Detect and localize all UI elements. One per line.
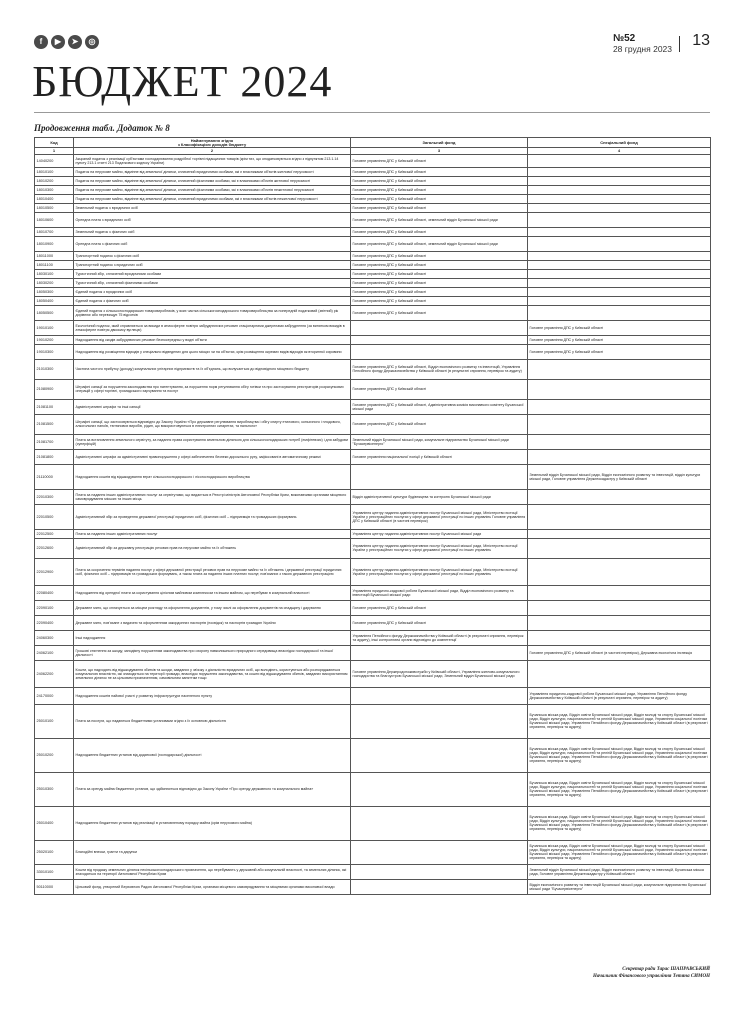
header-general-fund: Загальний фонд bbox=[351, 138, 528, 148]
youtube-icon[interactable]: ▶ bbox=[51, 35, 65, 49]
cell-general-fund: Головне управління ДПС у Київській області bbox=[351, 260, 528, 269]
table-row bbox=[35, 203, 711, 212]
table-row bbox=[35, 585, 711, 600]
cell-special-fund bbox=[528, 269, 711, 278]
page-header bbox=[34, 33, 710, 55]
cell-name: Благодійні внески, гранти та дарунки bbox=[74, 840, 351, 864]
social-links bbox=[34, 35, 99, 49]
cell-name: Плата за оренду майна бюджетних установ, що здійснюється відповідно до Закону України «Про оренду державного та комунального майна» bbox=[74, 772, 351, 806]
table-row bbox=[35, 806, 711, 840]
number-col-4: 4 bbox=[528, 148, 711, 154]
table-row bbox=[35, 615, 711, 630]
cell-special-fund: Головне управління ДПС у Київській області (в частині перевірок), Державна екологічна інспекція bbox=[528, 645, 711, 660]
cell-name: Орендна плата з фізичних осіб bbox=[74, 236, 351, 251]
table-row bbox=[35, 738, 711, 772]
facebook-icon[interactable]: f bbox=[34, 35, 48, 49]
cell-code: 18010700 bbox=[35, 227, 74, 236]
table-row bbox=[35, 687, 711, 704]
cell-general-fund: Головне управління ДПС у Київській області bbox=[351, 615, 528, 630]
cell-code: 21110000 bbox=[35, 464, 74, 489]
table-row bbox=[35, 414, 711, 434]
cell-special-fund bbox=[528, 600, 711, 615]
cell-name: Податок на нерухоме майно, відмінне від земельної ділянки, сплачений фізичними особами, які є власниками об'єктів житлової нерухомості bbox=[74, 176, 351, 185]
cell-code: 22012900 bbox=[35, 558, 74, 585]
table-row bbox=[35, 278, 711, 287]
table-row bbox=[35, 287, 711, 296]
number-col-2: 2 bbox=[74, 148, 351, 154]
signatures bbox=[593, 966, 710, 980]
cell-name: Надходження від скидів забруднюючих речовин безпосередньо у водні об'єкти bbox=[74, 335, 351, 344]
budget-table bbox=[34, 137, 711, 895]
table-row bbox=[35, 630, 711, 645]
cell-general-fund: Управління центру надання адміністративних послуг Бучанської міської ради, Міністерство юстиції України у реєстраційних послугах у сфері державної реєстрації по інших управлінь bbox=[351, 538, 528, 558]
cell-special-fund: Бучанська міська рада, Відділ освіти Бучанської міської ради, Відділ молоді та спорту Бучанської міської ради, Відділ культури, національностей та релігій Бучанської міської ради, Управління соціальної політики Бучанської міської ради, Управління Пенсійного фонду Держказначейства у Київській області (в результаті сприяння, перевірок та аудиту) bbox=[528, 704, 711, 738]
cell-code: 19010100 bbox=[35, 320, 74, 335]
cell-code: 18030200 bbox=[35, 278, 74, 287]
cell-special-fund: Головне управління ДПС у Київській області bbox=[528, 344, 711, 359]
cell-general-fund: Головне управління Держпродспоживслужби у Київській області, Управління житлово-комунального господарства та благоустрою Бучанської міської ради, Земельний відділ Бучанської міської ради bbox=[351, 660, 528, 687]
cell-code: 18030100 bbox=[35, 269, 74, 278]
cell-special-fund bbox=[528, 615, 711, 630]
cell-special-fund bbox=[528, 414, 711, 434]
cell-special-fund bbox=[528, 287, 711, 296]
cell-general-fund bbox=[351, 772, 528, 806]
cell-code: 25010100 bbox=[35, 704, 74, 738]
issue-info bbox=[613, 33, 672, 54]
table-row bbox=[35, 185, 711, 194]
table-row bbox=[35, 359, 711, 379]
cell-code: 18050500 bbox=[35, 305, 74, 320]
table-row bbox=[35, 840, 711, 864]
cell-code: 24062200 bbox=[35, 660, 74, 687]
cell-code: 21081700 bbox=[35, 434, 74, 449]
cell-name: Штрафні санкції за порушення законодавства про патентування, за порушення норм регулювання обігу готівки та про застосування реєстраторів розрахункових операцій у сфері торгівлі, громадського харчування та послуг bbox=[74, 379, 351, 399]
cell-special-fund bbox=[528, 296, 711, 305]
table-body bbox=[35, 154, 711, 894]
cell-code: 22010500 bbox=[35, 504, 74, 529]
issue-number: №52 bbox=[612, 33, 636, 44]
table-row bbox=[35, 335, 711, 344]
header-divider bbox=[679, 36, 680, 52]
cell-code: 25010400 bbox=[35, 806, 74, 840]
cell-name: Податок на нерухоме майно, відмінне від земельної ділянки, сплачений юридичними особами, які є власниками об'єктів житлової нерухомості bbox=[74, 167, 351, 176]
table-row bbox=[35, 660, 711, 687]
cell-general-fund: Головне управління ДПС у Київській області bbox=[351, 167, 528, 176]
cell-name: Надходження від орендної плати за користування цілісним майновим комплексом та іншим майном, що перебуває в комунальній власності bbox=[74, 585, 351, 600]
cell-general-fund bbox=[351, 687, 528, 704]
cell-name: Надходження коштів пайової участі у розвитку інфраструктури населеного пункту bbox=[74, 687, 351, 704]
cell-name: Єдиний податок з юридичних осіб bbox=[74, 287, 351, 296]
cell-name: Державне мито, що сплачується за місцем розгляду та оформлення документів, у тому числі за оформлення документів на спадщину і дарування bbox=[74, 600, 351, 615]
cell-special-fund: Земельний відділ Бучанської міської ради, Відділ економічного розвитку та інвестицій, відділ культури міської ради, Головне управління Держгеокадастру у Київській області bbox=[528, 464, 711, 489]
cell-special-fund bbox=[528, 176, 711, 185]
cell-name: Екологічний податок, який справляється за викиди в атмосферне повітря забруднюючих речовин стаціонарними джерелами забруднення (за винятком викидів в атмосферне повітря двоокису вуглецю) bbox=[74, 320, 351, 335]
cell-name: Грошові стягнення за шкоду, заподіяну порушенням законодавства про охорону навколишнього природного середовища внаслідок господарської та іншої діяльності bbox=[74, 645, 351, 660]
cell-general-fund: Управління центру надання адміністративних послуг Бучанської міської ради, Міністерство юстиції України у реєстраційних послугах у сфері державної реєстрації по інших управлінь Головне управління ДПС у Київській області (в частині перевірок) bbox=[351, 504, 528, 529]
cell-code: 18011000 bbox=[35, 251, 74, 260]
cell-general-fund: Відділ адміністративної культури будівництва та контролю Бучанської міської ради bbox=[351, 489, 528, 504]
table-row bbox=[35, 379, 711, 399]
cell-name: Акцизний податок з реалізації суб'єктами господарювання роздрібної торгівлі підакцизних товарів (крім тих, що оподатковуються згідно з підпунктом 213.1.14 пункту 213.1 статті 213 Податкового кодексу України) bbox=[74, 154, 351, 167]
cell-general-fund: Головне управління ДПС у Київській області bbox=[351, 379, 528, 399]
cell-name: Адміністративний збір за державну реєстрацію речових прав на нерухоме майно та їх обтяжень bbox=[74, 538, 351, 558]
cell-special-fund: Бучанська міська рада, Відділ освіти Бучанської міської ради, Відділ молоді та спорту Бучанської міської ради, Відділ культури, національностей та релігій Бучанської міської ради, Управління соціальної політики Бучанської міської ради, Управління Пенсійного фонду Держказначейства у Київській області (в результаті сприяння, перевірок та аудиту) bbox=[528, 806, 711, 840]
cell-general-fund: Головне управління ДПС у Київській області bbox=[351, 414, 528, 434]
cell-code: 22012500 bbox=[35, 529, 74, 538]
cell-code: 18010600 bbox=[35, 212, 74, 227]
cell-name: Адміністративний збір за проведення державної реєстрації юридичних осіб, фізичних осіб – підприємців та громадських формувань bbox=[74, 504, 351, 529]
cell-code: 22080400 bbox=[35, 585, 74, 600]
cell-special-fund bbox=[528, 212, 711, 227]
cell-code: 18050400 bbox=[35, 296, 74, 305]
table-row bbox=[35, 320, 711, 335]
cell-general-fund: Головне управління ДПС у Київській області bbox=[351, 600, 528, 615]
instagram-icon[interactable]: ◎ bbox=[85, 35, 99, 49]
cell-special-fund bbox=[528, 585, 711, 600]
cell-special-fund bbox=[528, 538, 711, 558]
cell-code: 21081500 bbox=[35, 414, 74, 434]
table-row bbox=[35, 212, 711, 227]
table-header-row bbox=[35, 138, 711, 148]
cell-name: Плата за надання інших адміністративних послуг bbox=[74, 529, 351, 538]
header-code: Код bbox=[35, 138, 74, 148]
table-row bbox=[35, 236, 711, 251]
cell-special-fund bbox=[528, 449, 711, 464]
cell-code: 24062100 bbox=[35, 645, 74, 660]
cell-name: Кошти від продажу земельних ділянок несільськогосподарського призначення, що перебувають у державній або комунальній власності, та земельних ділянок, які знаходяться на території Автономної Республіки Крим bbox=[74, 864, 351, 879]
cell-special-fund bbox=[528, 251, 711, 260]
cell-name: Державне мито, пов'язане з видачею та оформленням закордонних паспортів (посвідок) та паспортів громадян України bbox=[74, 615, 351, 630]
cell-special-fund bbox=[528, 504, 711, 529]
cell-general-fund bbox=[351, 879, 528, 894]
cell-special-fund bbox=[528, 305, 711, 320]
cell-general-fund: Головне управління ДПС у Київській області bbox=[351, 287, 528, 296]
cell-general-fund: Головне управління ДПС у Київській області bbox=[351, 305, 528, 320]
section-masthead: БЮДЖЕТ 2024 bbox=[32, 57, 333, 106]
cell-special-fund bbox=[528, 529, 711, 538]
cell-general-fund: Земельний відділ Бучанської міської ради, комунальне підприємство Бучанської міської ради "Бучасервісенерго" bbox=[351, 434, 528, 449]
cell-general-fund bbox=[351, 704, 528, 738]
table-subtitle: Продовження табл. Додаток № 8 bbox=[34, 123, 170, 133]
cell-special-fund bbox=[528, 185, 711, 194]
cell-code: 14040200 bbox=[35, 154, 74, 167]
table-row bbox=[35, 251, 711, 260]
table-row bbox=[35, 489, 711, 504]
cell-special-fund bbox=[528, 167, 711, 176]
cell-name: Надходження бюджетних установ від додаткової (господарської) діяльності bbox=[74, 738, 351, 772]
cell-name: Туристичний збір, сплачений юридичними особами bbox=[74, 269, 351, 278]
cell-name: Кошти, що надходять від відшкодування збитків та шкоди, завданих у зв'язку з діяльністю юридичних осіб, що володіють, користуються або розпоряджаються комунальною власністю, які знаходяться на території громади, внаслідок порушення законодавства, та кошти від відшкодування збитків, завданих використанням земельних ділянок не за цільовим призначенням, самовільним заняттям тощо bbox=[74, 660, 351, 687]
cell-special-fund bbox=[528, 203, 711, 212]
cell-general-fund: Головне управління ДПС у Київській області bbox=[351, 154, 528, 167]
cell-general-fund: Управління центру надання адміністративних послуг Бучанської міської ради, Міністерство юстиції України у реєстраційних послугах у сфері державної реєстрації по інших управлінь bbox=[351, 558, 528, 585]
cell-name: Туристичний збір, сплачений фізичними особами bbox=[74, 278, 351, 287]
cell-code: 22010300 bbox=[35, 489, 74, 504]
table-row bbox=[35, 434, 711, 449]
cell-special-fund bbox=[528, 227, 711, 236]
cell-general-fund: Головне управління ДПС у Київській області bbox=[351, 278, 528, 287]
cell-name: Адміністративні штрафи та інші санкції bbox=[74, 399, 351, 414]
cell-name: Земельний податок з фізичних осіб bbox=[74, 227, 351, 236]
table-row bbox=[35, 879, 711, 894]
cell-code: 18010300 bbox=[35, 185, 74, 194]
cell-name: Транспортний податок з фізичних осіб bbox=[74, 251, 351, 260]
signature-secretary: Секретар ради Тарас ШАПРАВСЬКИЙ bbox=[622, 967, 710, 972]
cell-code: 18010100 bbox=[35, 167, 74, 176]
cell-code: 19010300 bbox=[35, 344, 74, 359]
cell-name: Орендна плата з юридичних осіб bbox=[74, 212, 351, 227]
header-name: Найменування згідно з Класифікацією доходів бюджету bbox=[74, 138, 351, 148]
cell-name: Транспортний податок з юридичних осіб bbox=[74, 260, 351, 269]
page-number: 13 bbox=[692, 32, 710, 49]
cell-general-fund: Головне управління ДПС у Київській області bbox=[351, 251, 528, 260]
cell-code: 21081100 bbox=[35, 399, 74, 414]
cell-code: 18010900 bbox=[35, 236, 74, 251]
cell-name: Податок на нерухоме майно, відмінне від земельної ділянки, сплачений фізичними особами, які є власниками об'єктів нежитлової нерухомості bbox=[74, 185, 351, 194]
cell-code: 24060300 bbox=[35, 630, 74, 645]
cell-code: 25020100 bbox=[35, 840, 74, 864]
cell-code: 24170000 bbox=[35, 687, 74, 704]
signature-finance-head: Начальник Фінансового управління Тетяна СИМОН bbox=[592, 974, 710, 979]
table-row bbox=[35, 504, 711, 529]
cell-general-fund bbox=[351, 335, 528, 344]
cell-name: Надходження від розміщення відходів у спеціально відведених для цього місцях чи на об'єктах, крім розміщення окремих видів відходів як вторинної сировини bbox=[74, 344, 351, 359]
cell-general-fund: Головне управління ДПС у Київській області bbox=[351, 185, 528, 194]
cell-general-fund bbox=[351, 864, 528, 879]
cell-general-fund: Головне управління ДПС у Київській області, Відділ економічного розвитку та інвестицій, Управління Пенсійного фонду Держказначейства у Київській області (в результаті сприяння, перевірок та аудиту) bbox=[351, 359, 528, 379]
masthead-rule bbox=[34, 112, 710, 113]
cell-special-fund bbox=[528, 278, 711, 287]
cell-name: Земельний податок з юридичних осіб bbox=[74, 203, 351, 212]
cell-code: 33010100 bbox=[35, 864, 74, 879]
cell-name: Єдиний податок з сільськогосподарських товаровиробників, у яких частка сільськогосподарського товаровиробництва за попередній податковий (звітний) рік дорівнює або перевищує 75 відсотків bbox=[74, 305, 351, 320]
cell-special-fund: Головне управління ДПС у Київській області bbox=[528, 320, 711, 335]
cell-name: Плата за скорочення термінів надання послуг у сфері державної реєстрації речових прав на нерухоме майно та їх обтяжень і державної реєстрації юридичних осіб, фізичних осіб – підприємців та громадських формувань, а також плата за надання інших платних послуг, пов'язаних з такою державною реєстрацією bbox=[74, 558, 351, 585]
cell-name: Частина чистого прибутку (доходу) комунальних унітарних підприємств та їх об'єднань, що вилучається до відповідного місцевого бюджету bbox=[74, 359, 351, 379]
cell-special-fund: Земельний відділ Бучанської міської ради, Відділ економічного розвитку та інвестицій, Бучанська міська рада, Головне управління Держгеокадастру у Київській області bbox=[528, 864, 711, 879]
cell-special-fund bbox=[528, 154, 711, 167]
cell-special-fund bbox=[528, 630, 711, 645]
cell-special-fund: Управління юридично-кадрової роботи Бучанської міської ради, Управління Пенсійного фонду Держказначейства у Київській області (в результаті сприяння, перевірок та аудиту) bbox=[528, 687, 711, 704]
cell-general-fund: Головне управління ДПС у Київській області, земельний відділ Бучанської міської ради bbox=[351, 236, 528, 251]
cell-general-fund bbox=[351, 344, 528, 359]
table-row bbox=[35, 600, 711, 615]
cell-code: 22090400 bbox=[35, 615, 74, 630]
cell-general-fund bbox=[351, 806, 528, 840]
table-row bbox=[35, 645, 711, 660]
table-row bbox=[35, 558, 711, 585]
cell-special-fund bbox=[528, 399, 711, 414]
cell-general-fund: Головне управління ДПС у Київській області bbox=[351, 203, 528, 212]
cell-special-fund: Головне управління ДПС у Київській області bbox=[528, 335, 711, 344]
table-row bbox=[35, 154, 711, 167]
cell-general-fund: Головне управління ДПС у Київській області, земельний відділ Бучанської міської ради bbox=[351, 212, 528, 227]
cell-code: 18010400 bbox=[35, 194, 74, 203]
telegram-icon[interactable]: ➤ bbox=[68, 35, 82, 49]
table-row bbox=[35, 772, 711, 806]
table-row bbox=[35, 464, 711, 489]
cell-general-fund: Головне управління національної поліції у Київській області bbox=[351, 449, 528, 464]
table-row bbox=[35, 269, 711, 278]
cell-general-fund: Головне управління ДПС у Київській області bbox=[351, 227, 528, 236]
cell-general-fund bbox=[351, 320, 528, 335]
cell-name: Адміністративні штрафи за адміністративні правопорушення у сфері забезпечення безпеки дорожнього руху, зафіксовані в автоматичному режимі bbox=[74, 449, 351, 464]
cell-code: 25010200 bbox=[35, 738, 74, 772]
table-row bbox=[35, 344, 711, 359]
cell-code: 18011100 bbox=[35, 260, 74, 269]
table-row bbox=[35, 864, 711, 879]
cell-code: 21080900 bbox=[35, 379, 74, 399]
table-row bbox=[35, 399, 711, 414]
cell-general-fund: Головне управління ДПС у Київській області bbox=[351, 176, 528, 185]
cell-special-fund bbox=[528, 379, 711, 399]
cell-code: 25010300 bbox=[35, 772, 74, 806]
cell-code: 18050300 bbox=[35, 287, 74, 296]
cell-general-fund bbox=[351, 464, 528, 489]
cell-code: 22090100 bbox=[35, 600, 74, 615]
cell-general-fund bbox=[351, 738, 528, 772]
cell-special-fund bbox=[528, 660, 711, 687]
cell-special-fund bbox=[528, 194, 711, 203]
cell-name: Єдиний податок з фізичних осіб bbox=[74, 296, 351, 305]
cell-special-fund bbox=[528, 434, 711, 449]
table-row bbox=[35, 296, 711, 305]
table-row bbox=[35, 449, 711, 464]
cell-name: Надходження коштів від відшкодування втрат сільськогосподарського і лісогосподарського виробництва bbox=[74, 464, 351, 489]
cell-name: Надходження бюджетних установ від реалізації в установленому порядку майна (крім нерухомого майна) bbox=[74, 806, 351, 840]
cell-special-fund bbox=[528, 359, 711, 379]
cell-special-fund bbox=[528, 558, 711, 585]
table-row bbox=[35, 260, 711, 269]
cell-special-fund: Бучанська міська рада, Відділ освіти Бучанської міської ради, Відділ молоді та спорту Бучанської міської ради, Відділ культури, національностей та релігій Бучанської міської ради, Управління соціальної політики Бучанської міської ради, Управління Пенсійного фонду Держказначейства у Київській області (в результаті сприяння, перевірок та аудиту) bbox=[528, 840, 711, 864]
cell-code: 19010200 bbox=[35, 335, 74, 344]
cell-name: Плата за послуги, що надаються бюджетними установами згідно з їх основною діяльністю bbox=[74, 704, 351, 738]
cell-special-fund: Відділ економічного розвитку та інвестицій Бучанської міської ради, комунальне підприємство Бучанської міської ради "Бучасервісенерго" bbox=[528, 879, 711, 894]
header-special-fund: Спеціальний фонд bbox=[528, 138, 711, 148]
cell-name: Податок на нерухоме майно, відмінне від земельної ділянки, сплачений юридичними особами, які є власниками об'єктів нежитлової нерухомості bbox=[74, 194, 351, 203]
cell-general-fund: Головне управління ДПС у Київській області bbox=[351, 194, 528, 203]
cell-special-fund: Бучанська міська рада, Відділ освіти Бучанської міської ради, Відділ молоді та спорту Бучанської міської ради, Відділ культури, національностей та релігій Бучанської міської ради, Управління соціальної політики Бучанської міської ради, Управління Пенсійного фонду Держказначейства у Київській області (в результаті сприяння, перевірок та аудиту) bbox=[528, 772, 711, 806]
cell-code: 22012600 bbox=[35, 538, 74, 558]
issue-date: 28 грудня 2023 bbox=[612, 44, 672, 54]
cell-code: 21010300 bbox=[35, 359, 74, 379]
number-col-1: 1 bbox=[35, 148, 74, 154]
cell-general-fund: Управління юридично-кадрової роботи Бучанської міської ради, Відділ економічного розвитку та інвестицій Бучанської міської ради bbox=[351, 585, 528, 600]
cell-general-fund: Головне управління ДПС у Київській області, Адміністративна комісія виконавчого комітету Бучанської міської ради bbox=[351, 399, 528, 414]
cell-name: Плата за встановлення земельного сервітуту, за надання права користування земельною ділянкою для сільськогосподарських потреб (емфітевзис) і для забудови (суперфіцій) bbox=[74, 434, 351, 449]
cell-name: Інші надходження bbox=[74, 630, 351, 645]
cell-code: 18010200 bbox=[35, 176, 74, 185]
cell-code: 18010500 bbox=[35, 203, 74, 212]
cell-general-fund bbox=[351, 645, 528, 660]
cell-general-fund: Управління Пенсійного фонду Держказначейства у Київській області (в результаті сприяння, перевірок та аудиту), інші контролюючі органи відповідно до компетенції bbox=[351, 630, 528, 645]
cell-code: 50110000 bbox=[35, 879, 74, 894]
table-row bbox=[35, 305, 711, 320]
cell-general-fund: Головне управління ДПС у Київській області bbox=[351, 296, 528, 305]
cell-special-fund bbox=[528, 236, 711, 251]
cell-general-fund: Головне управління ДПС у Київській області bbox=[351, 269, 528, 278]
cell-special-fund bbox=[528, 489, 711, 504]
table-row bbox=[35, 704, 711, 738]
cell-name: Штрафні санкції, що застосовуються відповідно до Закону України «Про державне регулювання виробництва і обігу спирту етилового, коньячного і плодового, алкогольних напоїв, тютюнових виробів, рідин, що використовуються в електронних сигаретах, та пального» bbox=[74, 414, 351, 434]
cell-code: 21081800 bbox=[35, 449, 74, 464]
table-row bbox=[35, 176, 711, 185]
cell-general-fund bbox=[351, 840, 528, 864]
table-row bbox=[35, 194, 711, 203]
cell-special-fund bbox=[528, 260, 711, 269]
table-row bbox=[35, 529, 711, 538]
cell-name: Цільовий фонд, утворений Верховною Радою Автономної Республіки Крим, органами місцевого самоврядування та місцевими органами виконавчої влади bbox=[74, 879, 351, 894]
cell-name: Плата за надання інших адміністративних послуг за сервітутами, що видається в Реєстрі міністрів Автономної Республіки Крим, виконавчими органами місцевого самоврядування міських та інших місць bbox=[74, 489, 351, 504]
cell-general-fund: Управління центру надання адміністративних послуг Бучанської міської ради bbox=[351, 529, 528, 538]
table-row bbox=[35, 167, 711, 176]
cell-special-fund: Бучанська міська рада, Відділ освіти Бучанської міської ради, Відділ молоді та спорту Бучанської міської ради, Відділ культури, національностей та релігій Бучанської міської ради, Управління соціальної політики Бучанської міської ради, Управління Пенсійного фонду Держказначейства у Київській області (в результаті сприяння, перевірок та аудиту) bbox=[528, 738, 711, 772]
table-row bbox=[35, 538, 711, 558]
number-col-3: 3 bbox=[351, 148, 528, 154]
table-row bbox=[35, 227, 711, 236]
